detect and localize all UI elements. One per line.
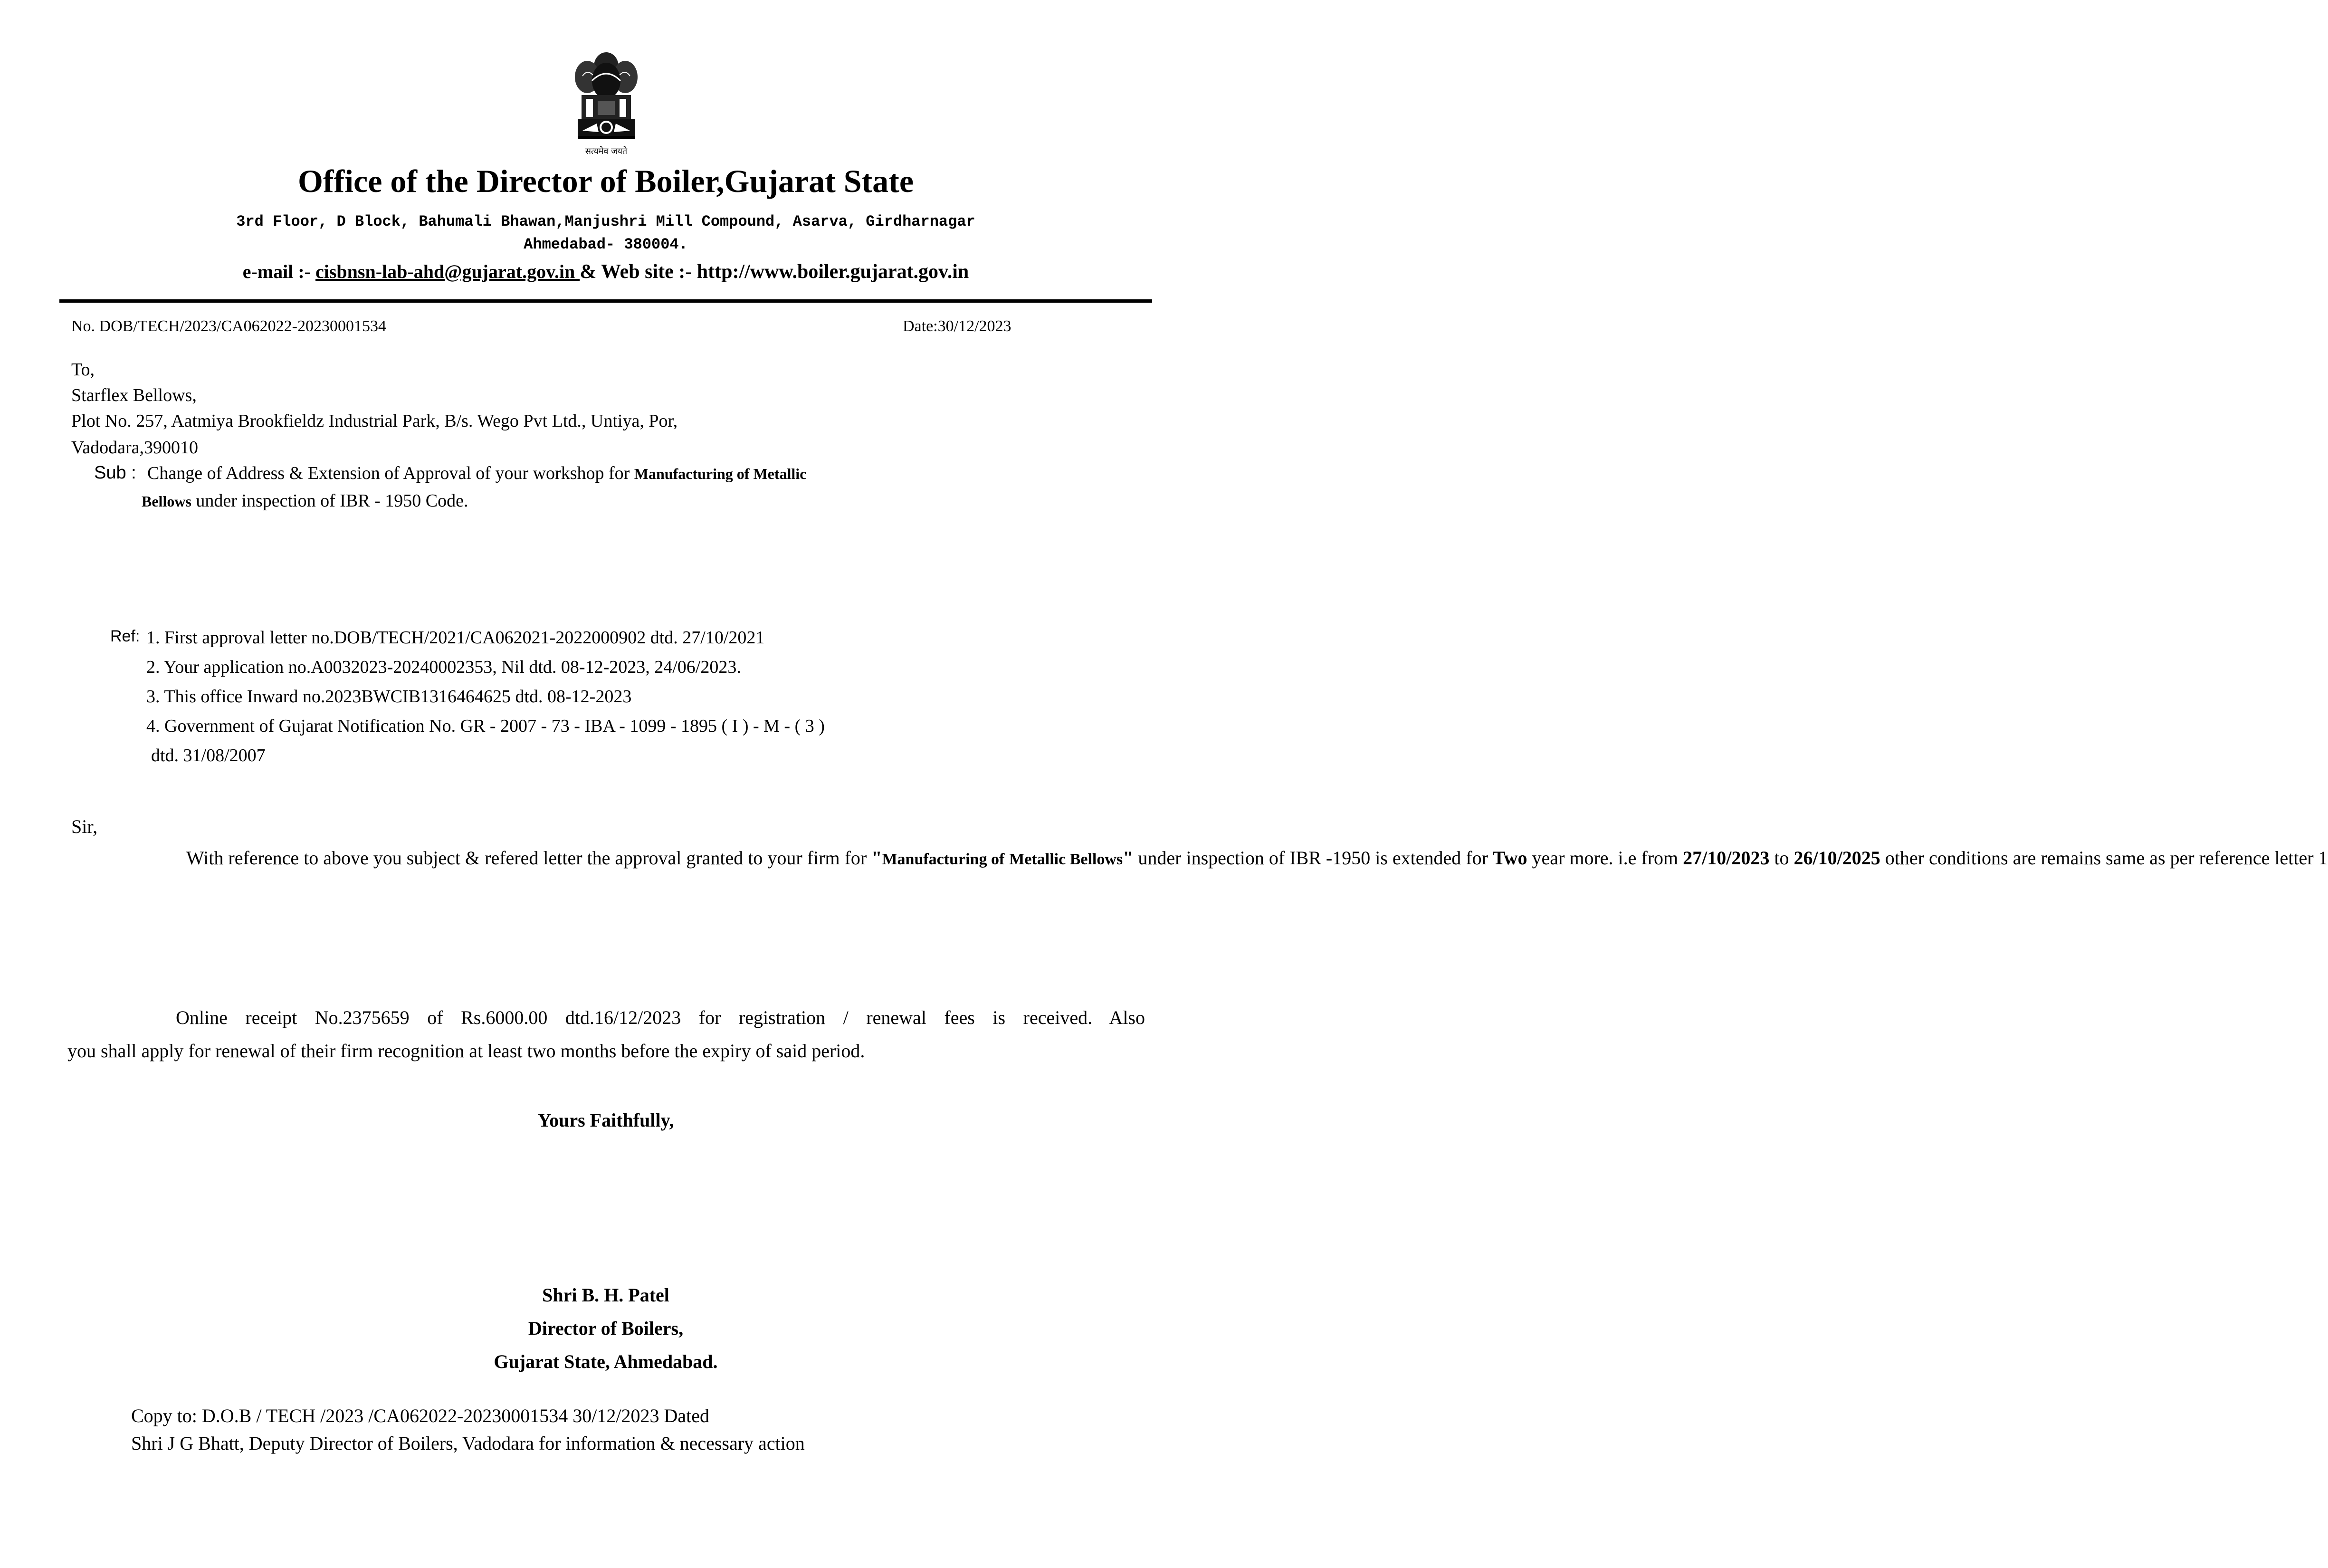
letter-number: No. DOB/TECH/2023/CA062022-20230001534 <box>71 317 386 335</box>
office-address-line2: Ahmedabad- 380004. <box>524 236 688 253</box>
para1-from-date: 27/10/2023 <box>1683 847 1770 869</box>
reference-4: 4. Government of Gujarat Notification No. GR - 2007 - 73 - IBA - 1099 - 1895 ( I ) - M - ( 3 ) <box>146 716 825 736</box>
salutation: Sir, <box>71 816 98 837</box>
para1-two: Two <box>1492 847 1527 869</box>
office-title: Office of the Director of Boiler,Gujarat State <box>297 163 914 199</box>
header-divider <box>59 299 1152 303</box>
copy-to-line1: Copy to: D.O.B / TECH /2023 /CA062022-20230001534 30/12/2023 Dated <box>131 1405 710 1426</box>
subject-label: Sub : <box>94 463 136 483</box>
letter-date: Date:30/12/2023 <box>903 317 1011 335</box>
closing: Yours Faithfully, <box>537 1109 674 1131</box>
para1-term1: Manufacturing of <box>882 851 1005 868</box>
website-link[interactable]: :- http://www.boiler.gujarat.gov.in <box>673 261 969 283</box>
email-link[interactable]: cisbnsn-lab-ahd@gujarat.gov.in <box>315 261 580 282</box>
para1-text-b: under inspection of IBR -1950 is extended for <box>1133 847 1493 869</box>
recipient-name: Starflex Bellows, <box>71 385 197 405</box>
para1-term2: Metallic Bellows <box>1009 851 1123 868</box>
reference-1: 1. First approval letter no.DOB/TECH/2021/CA062021-2022000902 dtd. 27/10/2021 <box>146 628 765 648</box>
website-label: Web site <box>601 261 674 283</box>
to-label: To, <box>71 360 95 380</box>
state-emblem <box>563 48 649 162</box>
para1-to-date: 26/10/2025 <box>1794 847 1880 869</box>
subject-line1 <box>147 463 806 484</box>
contact-line <box>0 260 1212 283</box>
ref-label: Ref: <box>110 627 140 645</box>
paragraph-receipt-line2: you shall apply for renewal of their firm recognition at least two months before the expiry of said period. <box>67 1040 865 1061</box>
recipient-address1: Plot No. 257, Aatmiya Brookfieldz Industrial Park, B/s. Wego Pvt Ltd., Untiya, Por, <box>71 411 678 431</box>
para1-text-a: With reference to above you subject & refered letter the approval granted to your firm for <box>186 847 872 869</box>
emblem-icon <box>563 48 649 162</box>
copy-to-line2: Shri J G Bhatt, Deputy Director of Boilers, Vadodara for information & necessary action <box>131 1433 805 1454</box>
para1-quote-close: " <box>1123 847 1134 869</box>
office-address-line1: 3rd Floor, D Block, Bahumali Bhawan,Manjushri Mill Compound, Asarva, Girdharnagar <box>236 213 975 230</box>
subject-text1: Change of Address & Extension of Approval of your workshop for <box>147 463 634 483</box>
signatory-title: Director of Boilers, <box>528 1318 684 1339</box>
reference-4-date: dtd. 31/08/2007 <box>151 746 266 765</box>
para1-quote-open: " <box>871 847 882 869</box>
para1-text-c: year more. i.e from <box>1527 847 1683 869</box>
subject-bold2: Bellows <box>142 493 191 510</box>
website-separator: & <box>580 261 601 283</box>
signatory-name: Shri B. H. Patel <box>542 1284 669 1306</box>
recipient-address2: Vadodara,390010 <box>71 438 198 458</box>
para1-to-word: to <box>1769 847 1794 869</box>
paragraph-approval <box>70 847 2328 870</box>
subject-line2 <box>142 490 468 511</box>
emblem-motto: सत्यमेव जयते <box>585 146 628 156</box>
subject-text2: under inspection of IBR - 1950 Code. <box>191 491 468 511</box>
paragraph-receipt: Online receipt No.2375659 of Rs.6000.00 dtd.16/12/2023 for registration / renewal fees is received. Also <box>176 1007 1145 1028</box>
reference-3: 3. This office Inward no.2023BWCIB1316464625 dtd. 08-12-2023 <box>146 687 632 707</box>
reference-2: 2. Your application no.A0032023-20240002353, Nil dtd. 08-12-2023, 24/06/2023. <box>146 657 741 677</box>
subject-bold1: Manufacturing of Metallic <box>634 465 807 482</box>
para1-text-d: other conditions are remains same as per reference letter 1 <box>1885 847 2328 869</box>
email-label: e-mail :- <box>242 261 315 282</box>
signatory-place: Gujarat State, Ahmedabad. <box>494 1351 718 1372</box>
